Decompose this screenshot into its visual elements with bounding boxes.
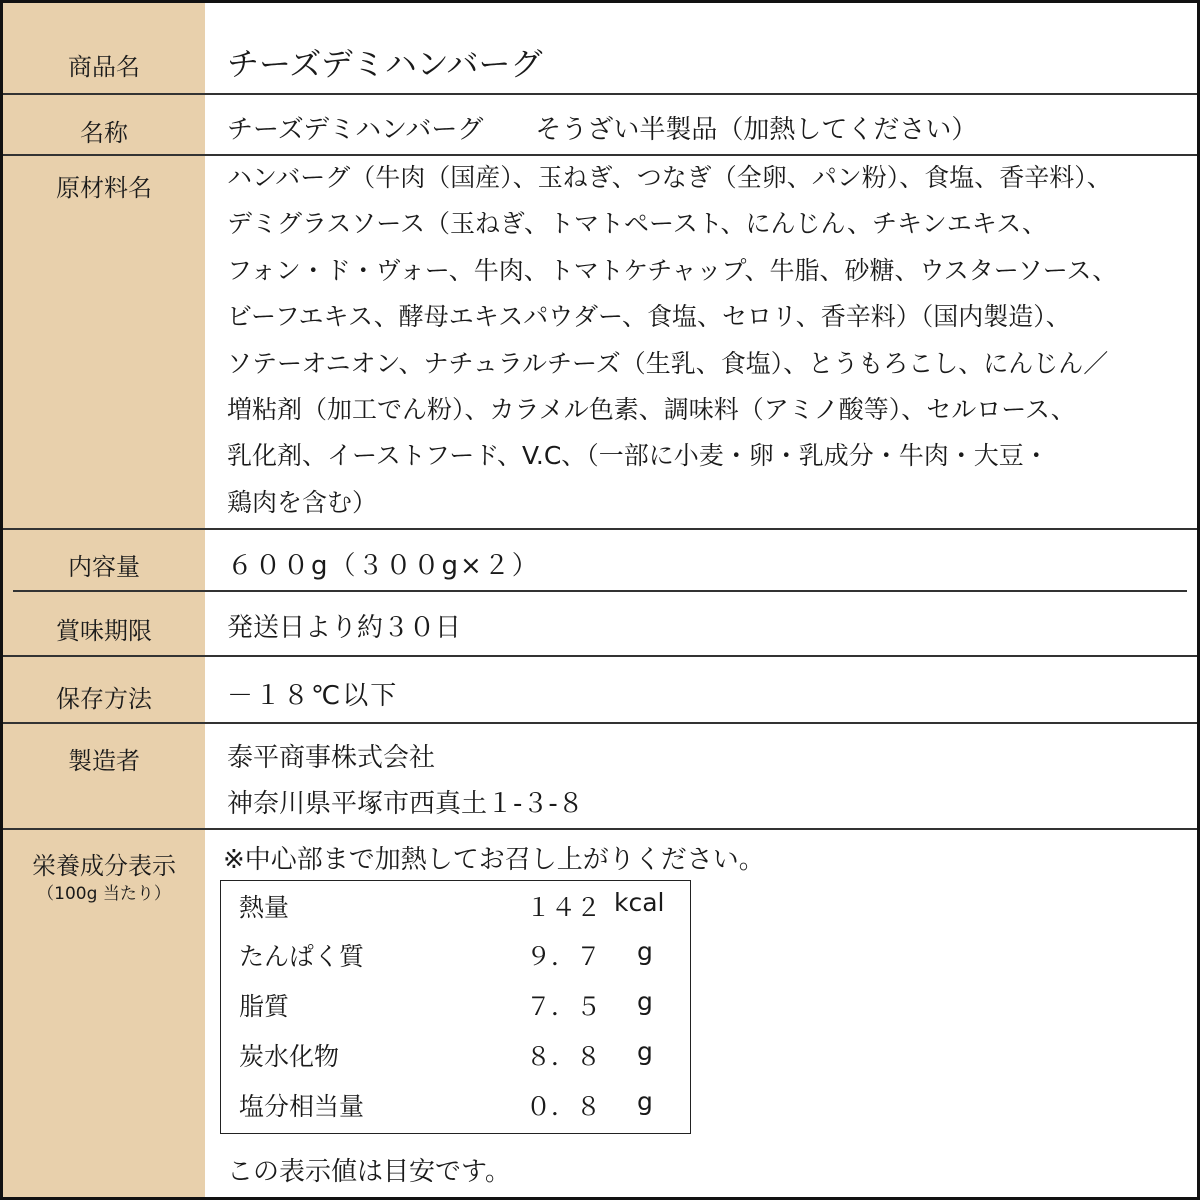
nutrition-sublabel: （100g 当たり） <box>37 884 171 904</box>
nutrient-value: ７．５ <box>526 992 602 1021</box>
ingredients-line: 鶏肉を含む） <box>227 487 378 517</box>
nutrient-unit: kcal <box>614 888 665 917</box>
nutrient-unit: g <box>637 987 653 1016</box>
manufacturer-label: 製造者 <box>68 747 140 775</box>
nutrition-table <box>220 880 691 1134</box>
nutrition-row <box>221 1037 690 1087</box>
net-content-value: ６００g（３００g×２） <box>227 551 540 581</box>
storage-value: －１８℃以下 <box>227 681 399 711</box>
ingredients-line: ハンバーグ（牛肉（国産）、玉ねぎ、つなぎ（全卵、パン粉）、食塩、香辛料）、 <box>227 163 1112 192</box>
ingredients-label: 原材料名 <box>56 174 152 202</box>
nutrition-footer: この表示値は目安です。 <box>227 1157 511 1187</box>
best-before-value: 発送日より約３０日 <box>227 613 462 643</box>
row-divider <box>3 722 1197 724</box>
storage-label: 保存方法 <box>56 685 152 713</box>
row-divider <box>13 590 1187 592</box>
nutrient-name: 塩分相当量 <box>239 1092 365 1121</box>
nutrient-name: 炭水化物 <box>239 1042 340 1071</box>
best-before-label: 賞味期限 <box>56 617 152 645</box>
nutrient-value: ８．８ <box>526 1042 602 1071</box>
row-divider <box>3 655 1197 657</box>
nutrient-unit: g <box>637 1037 653 1066</box>
ingredients-list <box>227 155 1117 526</box>
nutrient-value: １４２ <box>526 893 602 922</box>
nutrient-name: 熱量 <box>239 893 290 922</box>
manufacturer-company: 泰平商事株式会社 <box>227 743 436 773</box>
manufacturer-address: 神奈川県平塚市西真土１-３-８ <box>227 789 584 819</box>
nutrient-unit: g <box>637 1087 653 1116</box>
ingredients-line: 乳化剤、イーストフード、V.C、（一部に小麦・卵・乳成分・牛肉・大豆・ <box>227 441 1049 471</box>
ingredients-line: 増粘剤（加工でん粉）、カラメル色素、調味料（アミノ酸等）、セルロース、 <box>227 394 1076 424</box>
nutrition-row <box>221 1087 690 1137</box>
nutrient-name: たんぱく質 <box>239 942 365 971</box>
ingredients-line: ビーフエキス、酵母エキスパウダー、食塩、セロリ、香辛料）（国内製造）、 <box>227 302 1071 332</box>
nutrient-name: 脂質 <box>239 992 290 1021</box>
product-name-label: 商品名 <box>68 53 140 81</box>
nutrient-value: ９．７ <box>526 942 602 971</box>
nutrition-row <box>221 987 690 1037</box>
ingredients-line: デミグラスソース（玉ねぎ、トマトペースト、にんじん、チキンエキス、 <box>227 209 1048 239</box>
row-divider <box>3 828 1197 830</box>
common-name-label: 名称 <box>80 119 128 147</box>
nutrient-value: ０．８ <box>526 1092 602 1121</box>
nutrition-label: 栄養成分表示 <box>32 852 176 880</box>
ingredients-line: フォン・ド・ヴォー、牛肉、トマトケチャップ、牛脂、砂糖、ウスターソース、 <box>227 255 1118 285</box>
row-divider <box>3 528 1197 530</box>
nutrition-row <box>221 937 690 987</box>
nutrition-row <box>221 888 690 938</box>
product-name-value: チーズデミハンバーグ <box>227 45 543 83</box>
net-content-label: 内容量 <box>68 553 140 581</box>
row-divider <box>3 93 1197 95</box>
common-name-value: チーズデミハンバーグ そうざい半製品（加熱してください） <box>227 115 978 145</box>
nutrient-unit: g <box>637 937 653 966</box>
nutrition-note: ※中心部まで加熱してお召し上がりください。 <box>223 845 765 875</box>
ingredients-line: ソテーオニオン、ナチュラルチーズ（生乳、食塩）、とうもろこし、にんじん／ <box>227 348 1109 378</box>
